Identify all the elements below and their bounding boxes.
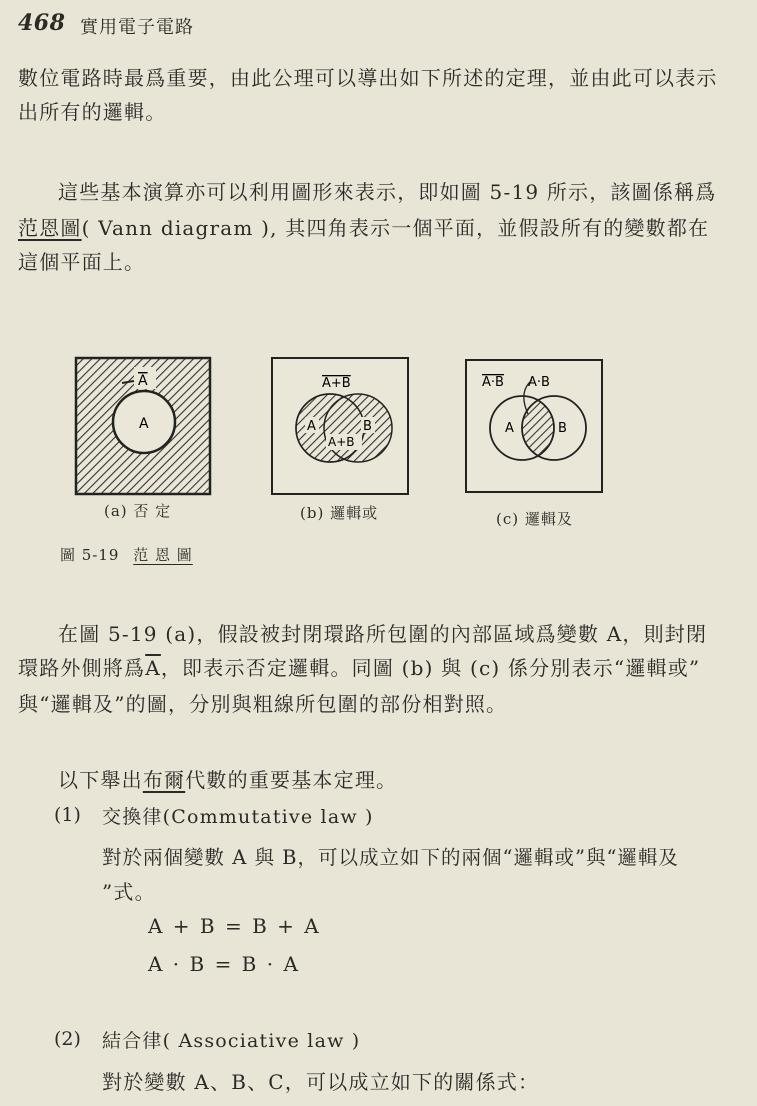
explain-not-a: $\overline{A}$ bbox=[145, 656, 161, 680]
venn-para-line-1: 這些基本演算亦可以利用圖形來表示，即如圖 5-19 所示，該圖係稱爲 bbox=[58, 180, 717, 204]
theorems-intro bbox=[58, 764, 397, 793]
item-1-body-1: 對於兩個變數 A 與 B，可以成立如下的兩個“邏輯或”與“邏輯及 bbox=[102, 846, 679, 869]
panel-c-b-label: B bbox=[558, 421, 567, 436]
figure-number: 圖 5-19 bbox=[60, 546, 120, 564]
panel-a-caption: (a) 否 定 bbox=[104, 502, 172, 520]
figure-title-text: 范 恩 圖 bbox=[133, 546, 193, 564]
venn-para-line-3: 這個平面上。 bbox=[18, 250, 146, 274]
panel-b-caption: (b) 邏輯或 bbox=[300, 504, 379, 522]
panel-c-caption: (c) 邏輯及 bbox=[496, 510, 573, 528]
venn-para-line-2 bbox=[18, 212, 709, 241]
panel-a-not-a-label: A bbox=[138, 373, 148, 389]
item-1-number: (1) bbox=[54, 804, 81, 826]
item-2-body-1: 對於變數 A、B、C，可以成立如下的關係式： bbox=[102, 1070, 540, 1094]
panel-c-ab-label: A·B bbox=[528, 375, 550, 390]
item-2-number: (2) bbox=[54, 1028, 81, 1050]
item-1-body-2: ”式。 bbox=[102, 880, 156, 904]
panel-c-a-label: A bbox=[505, 421, 514, 436]
intro-line-1: 數位電路時最爲重要，由此公理可以導出如下所述的定理，並由此可以表示 bbox=[18, 66, 718, 90]
item-1-equation-2: A · B = B · A bbox=[148, 952, 300, 976]
panel-a-a-label: A bbox=[139, 416, 149, 432]
intro-line-2: 出所有的邏輯。 bbox=[18, 100, 167, 124]
theorems-intro-pre: 以下舉出 bbox=[58, 768, 143, 792]
theorems-intro-post: 代數的重要基本定理。 bbox=[185, 768, 398, 792]
panel-c-not-label: A·B bbox=[482, 375, 504, 390]
panel-b-not-label: A+B bbox=[322, 376, 351, 391]
venn-panel-b bbox=[272, 358, 408, 494]
explain-line-3: 與“邏輯及”的圖，分別與粗線所包圍的部份相對照。 bbox=[18, 692, 508, 716]
explain-line-1: 在圖 5-19 (a)，假設被封閉環路所包圍的內部區域爲變數 A，則封閉 bbox=[58, 622, 708, 646]
venn-para-line-2-rest: ( Vann diagram ), 其四角表示一個平面，並假設所有的變數都在 bbox=[81, 216, 710, 240]
panel-b-a-label: A bbox=[307, 419, 316, 434]
panel-b-b-label: B bbox=[363, 419, 372, 434]
explain-line-2-pre: 環路外側將爲 bbox=[18, 656, 146, 680]
theorems-intro-term: 布爾 bbox=[142, 768, 186, 792]
item-2-title: 結合律( Associative law ) bbox=[102, 1030, 361, 1052]
item-1-equation-1: A + B = B + A bbox=[148, 914, 321, 938]
panel-b-sum-label: A+B bbox=[328, 435, 355, 449]
figure-title bbox=[60, 544, 193, 565]
explain-line-2 bbox=[18, 652, 700, 681]
venn-panel-a bbox=[76, 358, 210, 494]
venn-term: 范恩圖 bbox=[18, 216, 82, 240]
explain-line-2-post: ，即表示否定邏輯。同圖 (b) 與 (c) 係分別表示“邏輯或” bbox=[160, 656, 701, 680]
venn-panel-c bbox=[466, 360, 602, 492]
page-number: 468 bbox=[18, 10, 66, 36]
item-1-title: 交換律(Commutative law ) bbox=[102, 806, 374, 828]
book-title: 實用電子電路 bbox=[80, 17, 194, 38]
